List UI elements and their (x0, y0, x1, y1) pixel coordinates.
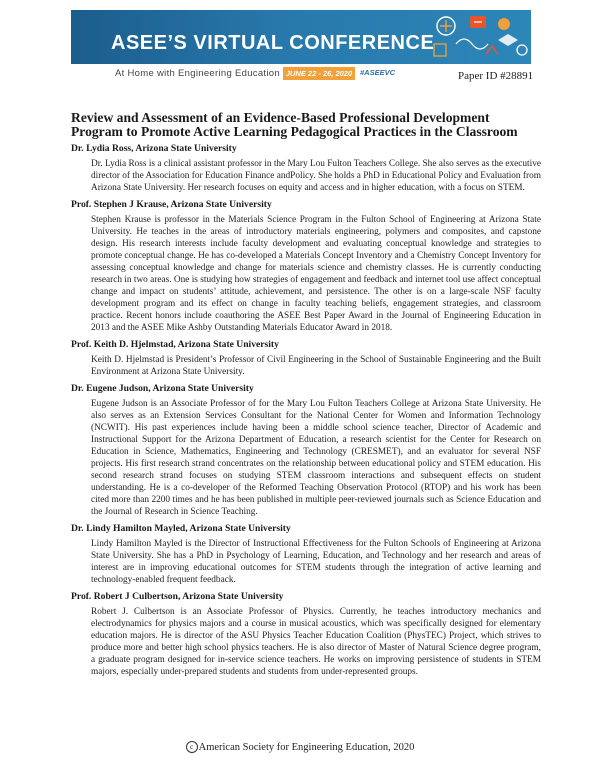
author-bio: Stephen Krause is professor in the Materials Science Program in the Fulton School of Engineering at Arizona State University. He teaches in the areas of introductory materials engineering, polymers and composites, and capstone design. His research interests include faculty development and evaluating conceptual knowledge and strategies to promote conceptual change. He has co-developed a Materials Concept Inventory and a Chemistry Concept Inventory for assessing conceptual knowledge and change for materials science and chemistry classes. He is currently conducting research in two areas. One is studying how strategies of engagement and feedback and internet tool use affect conceptual change and impact on students’ attitude, achievement, and persistence. The other is on a large-scale NSF faculty development program and its effect on change in faculty teaching beliefs, engagement strategies, and classroom practice. Recent honors include coauthoring the ASEE Best Paper Award in the Journal of Engineering Education in 2013 and the ASEE Mike Ashby Outstanding Materials Educator Award in 2018. (91, 215, 541, 333)
author-name: Dr. Lydia Ross, Arizona State University (71, 143, 237, 154)
author-entry (71, 199, 541, 334)
copyright-icon: c (186, 741, 198, 753)
author-entry (71, 339, 541, 378)
conference-banner (71, 10, 531, 64)
author-bio: Dr. Lydia Ross is a clinical assistant professor in the Mary Lou Fulton Teachers College. She also serves as the executive director of the Association for Education Finance andPolicy. She holds a PhD in Educational Policy and Evaluation from Arizona State University. Her research focuses on equity and access and in higher education, with a focus on STEM. (91, 159, 541, 193)
education-doodles-icon (426, 10, 531, 64)
author-entry (71, 591, 541, 678)
author-bio: Robert J. Culbertson is an Associate Professor of Physics. Currently, he teaches introductory mechanics and electrodynamics for physics majors and a course in musical acoustics, which was specifically designed for elementary education majors. He is director of the ASU Physics Teacher Education Coalition (PhysTEC) Project, which strives to produce more and better high school physics teachers. He is also director of Master of Natural Science degree program, a graduate program designed for in-service science teachers. He works on improving persistence of students in STEM majors, especially under-prepared students and students from under-represented groups. (91, 607, 541, 677)
copyright-text: American Society for Engineering Education, 2020 (198, 742, 415, 753)
author-name: Prof. Keith D. Hjelmstad, Arizona State University (71, 339, 279, 350)
author-entry (71, 523, 541, 586)
author-bio: Lindy Hamilton Mayled is the Director of Instructional Effectiveness for the Fulton Schools of Engineering at Arizona State University. She has a PhD in Psychology of Learning, Education, and Technology and her research and areas of interest are in improving educational outcomes for STEM students through the integration of active learning and technology-enabled frequent feedback. (91, 539, 541, 585)
author-name: Dr. Eugene Judson, Arizona State University (71, 383, 254, 394)
conference-tagline: At Home with Engineering Education (115, 68, 280, 79)
author-name: Prof. Robert J Culbertson, Arizona State University (71, 591, 284, 602)
conference-hashtag: #ASEEVC (360, 68, 396, 77)
conference-dates-badge: JUNE 22 - 26, 2020 (283, 67, 355, 80)
author-bios (71, 143, 541, 683)
paper-title: Review and Assessment of an Evidence-Based Professional Development Program to Promote Active Learning Pedagogical Practices in the Classroom (71, 110, 518, 139)
banner-title: ASEE’S VIRTUAL CONFERENCE (111, 32, 435, 54)
paper-id: Paper ID #28891 (458, 70, 534, 82)
copyright-footer (0, 741, 600, 753)
author-name: Prof. Stephen J Krause, Arizona State University (71, 199, 272, 210)
author-entry (71, 143, 541, 194)
author-name: Dr. Lindy Hamilton Mayled, Arizona State University (71, 523, 291, 534)
author-entry (71, 383, 541, 518)
author-bio: Eugene Judson is an Associate Professor of for the Mary Lou Fulton Teachers College at Arizona State University. He also serves as an Extension Services Consultant for the National Center for Women and Information Technology (NCWIT). His past experiences include having been a middle school science teacher, Director of Academic and Instructional Support for the Arizona Department of Education, a research scientist for the Center for Research on Education in Science, Mathematics, Engineering and Technology (CRESMET), and an evaluator for several NSF projects. His first research strand concentrates on the relationship between educational policy and STEM education. His second research strand focuses on studying STEM classroom interactions and subsequent effects on student understanding. He is a co-developer of the Reformed Teaching Observation Protocol (RTOP) and his work has been cited more than 2200 times and he has been published in multiple peer-reviewed journals such as Science Education and the Journal of Research in Science Teaching. (91, 399, 541, 517)
author-bio: Keith D. Hjelmstad is President’s Professor of Civil Engineering in the School of Sustainable Engineering and the Built Environment at Arizona State University. (91, 355, 541, 377)
